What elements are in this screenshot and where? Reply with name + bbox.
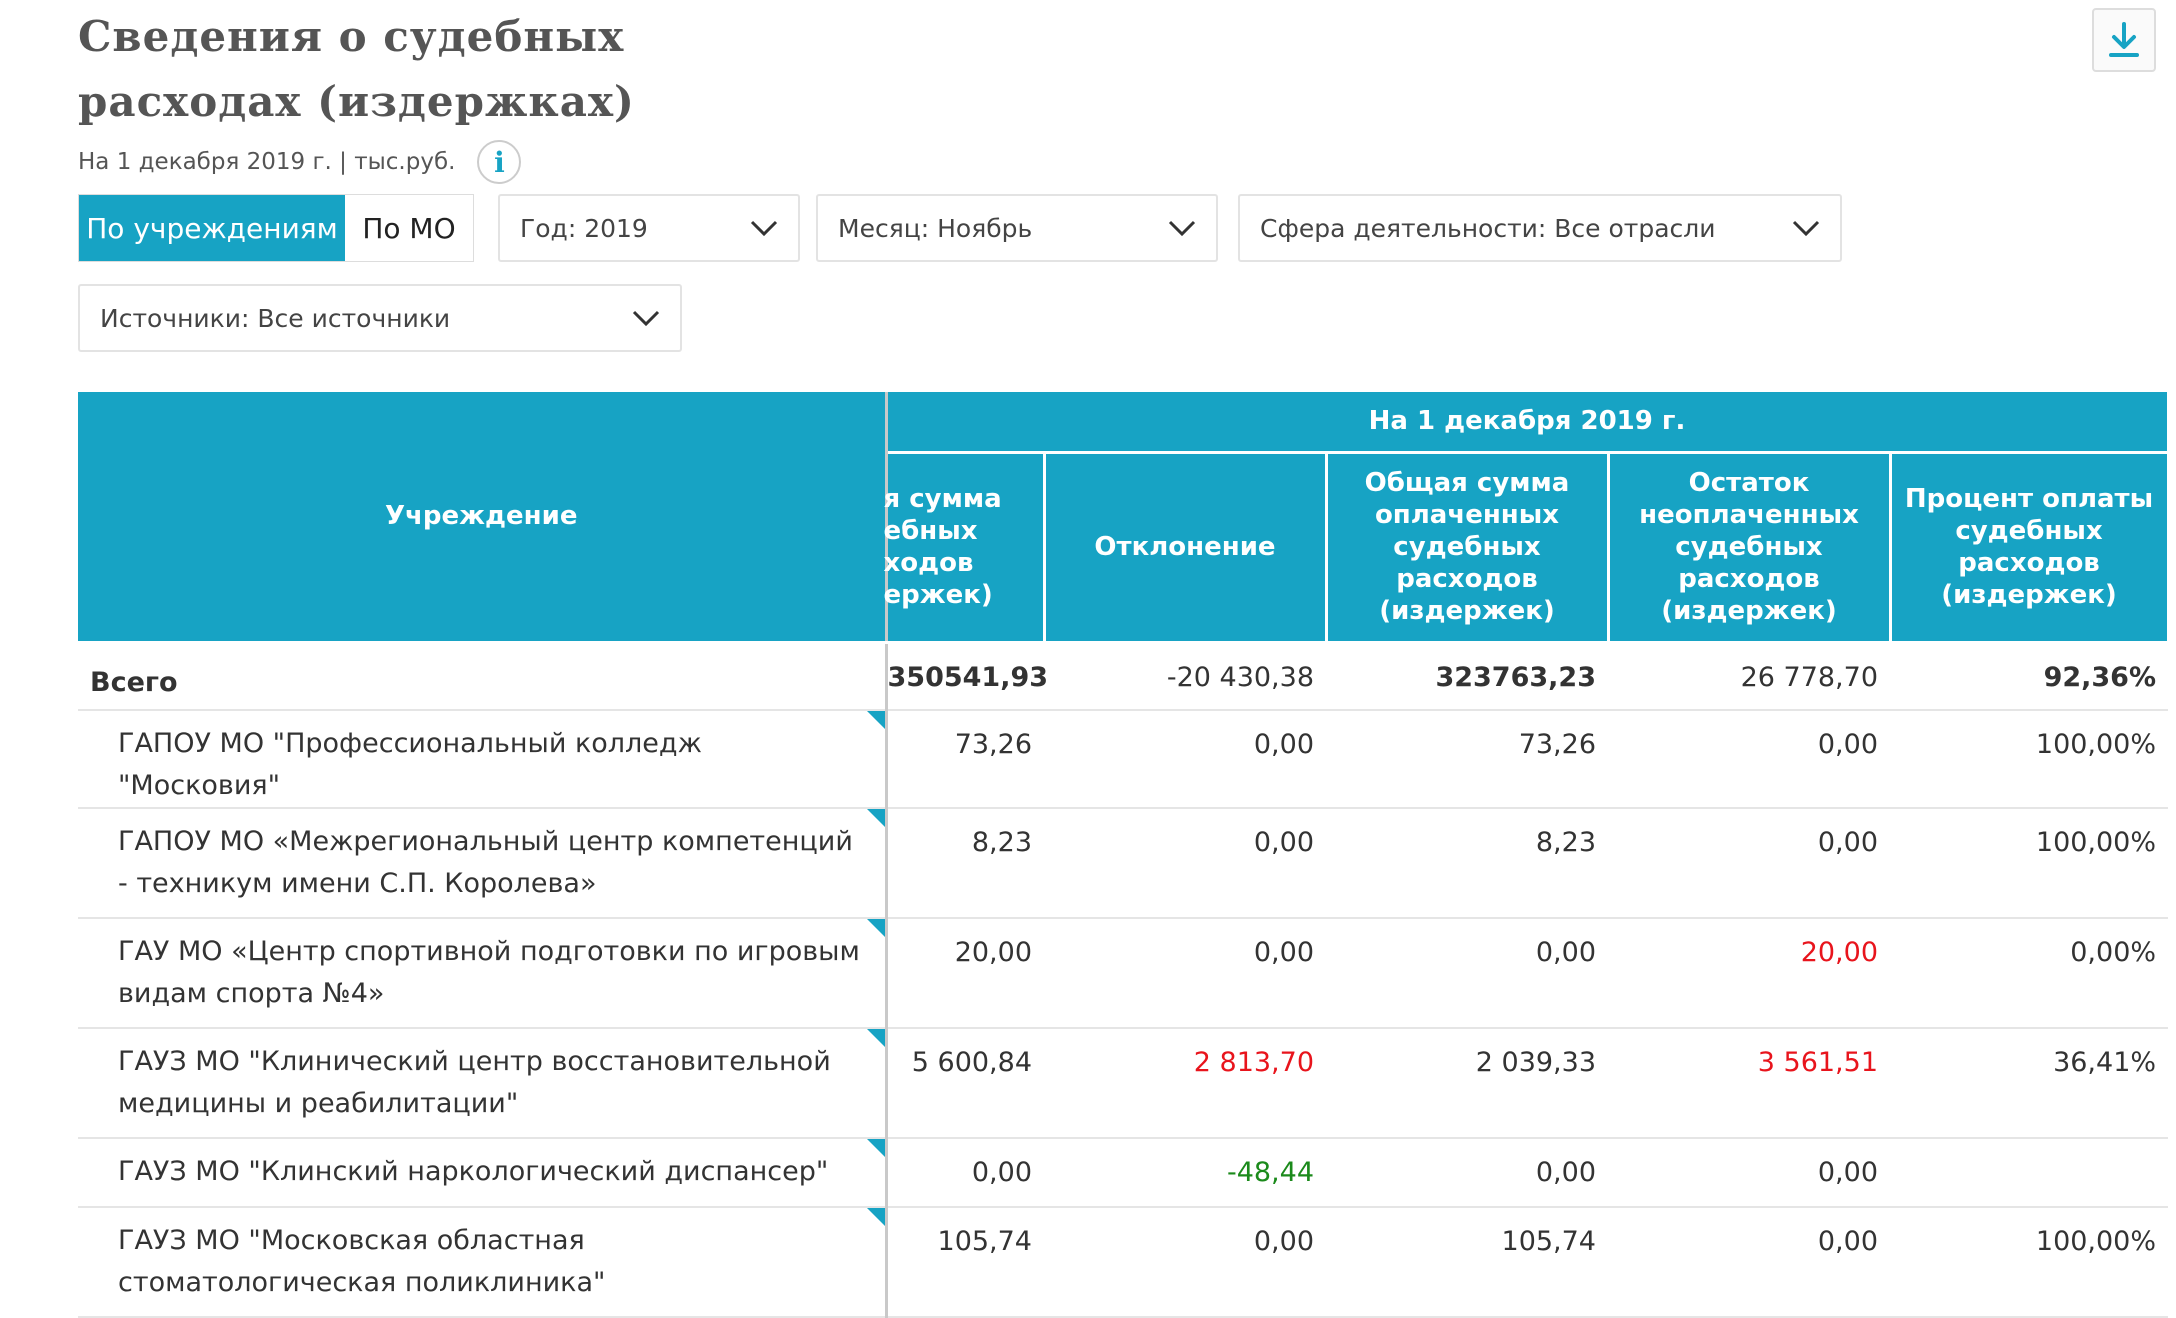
unpaid-costs-column-header[interactable]: Остаток неоплаченных судебных расходов (издержек) bbox=[1608, 452, 1890, 642]
comment-marker-icon[interactable] bbox=[867, 1208, 885, 1226]
sphere-dropdown[interactable] bbox=[1238, 194, 1842, 262]
comment-marker-icon[interactable] bbox=[867, 919, 885, 937]
total-row bbox=[78, 642, 2168, 710]
download-button[interactable] bbox=[2092, 8, 2156, 72]
deviation-cell: 0,00 bbox=[1044, 1207, 1326, 1317]
court-costs-table bbox=[78, 392, 2168, 1298]
total-paid-cell: 323763,23 bbox=[1326, 642, 1608, 710]
toggle-by-mo-button[interactable]: По МО bbox=[345, 195, 473, 261]
info-icon[interactable]: i bbox=[477, 140, 521, 184]
sphere-dropdown-label: Сфера деятельности: Все отрасли bbox=[1260, 213, 1716, 243]
unpaid-cell: 20,00 bbox=[1608, 918, 1890, 1028]
month-dropdown[interactable] bbox=[816, 194, 1218, 262]
institution-cell bbox=[78, 710, 886, 808]
paid-cell: 0,00 bbox=[1326, 918, 1608, 1028]
total-unpaid-cell: 26 778,70 bbox=[1608, 642, 1890, 710]
unpaid-cell: 3 561,51 bbox=[1608, 1028, 1890, 1138]
table-row[interactable] bbox=[78, 1138, 2168, 1207]
sum-cell: 105,74 bbox=[886, 1207, 1044, 1317]
institution-cell bbox=[78, 1207, 886, 1317]
deviation-cell: -48,44 bbox=[1044, 1138, 1326, 1207]
payment-percent-column-header[interactable]: Процент оплаты судебных расходов (издержек) bbox=[1890, 452, 2168, 642]
paid-costs-column-header[interactable]: Общая сумма оплаченных судебных расходов (издержек) bbox=[1326, 452, 1608, 642]
report-date-units: На 1 декабря 2019 г. | тыс.руб. bbox=[78, 149, 456, 175]
chevron-down-icon bbox=[1168, 220, 1196, 236]
unpaid-cell: 0,00 bbox=[1608, 1138, 1890, 1207]
unpaid-cell: 0,00 bbox=[1608, 710, 1890, 808]
sources-dropdown[interactable] bbox=[78, 284, 682, 352]
deviation-cell: 0,00 bbox=[1044, 808, 1326, 918]
institution-column-header[interactable]: Учреждение bbox=[78, 392, 886, 642]
paid-cell: 73,26 bbox=[1326, 710, 1608, 808]
institution-name: ГАУЗ МО "Московская областная стоматологическая поликлиника" bbox=[118, 1225, 606, 1298]
view-toggle bbox=[78, 194, 474, 262]
chevron-down-icon bbox=[632, 310, 660, 326]
paid-cell: 8,23 bbox=[1326, 808, 1608, 918]
percent-cell: 0,00% bbox=[1890, 918, 2168, 1028]
deviation-column-header[interactable]: Отклонение bbox=[1044, 452, 1326, 642]
institution-name: ГАПОУ МО "Профессиональный колледж "Московия" bbox=[118, 728, 702, 801]
percent-cell bbox=[1890, 1138, 2168, 1207]
total-row-label: Всего bbox=[78, 642, 886, 710]
comment-marker-icon[interactable] bbox=[867, 809, 885, 827]
year-dropdown-label: Год: 2019 bbox=[520, 213, 648, 243]
paid-cell: 0,00 bbox=[1326, 1138, 1608, 1207]
sources-dropdown-label: Источники: Все источники bbox=[100, 303, 451, 333]
table-row[interactable] bbox=[78, 918, 2168, 1028]
date-column-group-header: На 1 декабря 2019 г. bbox=[886, 392, 2168, 452]
subtitle-row bbox=[78, 140, 521, 184]
percent-cell: 36,41% bbox=[1890, 1028, 2168, 1138]
comment-marker-icon[interactable] bbox=[867, 711, 885, 729]
total-sum-cell: 350541,93 bbox=[886, 642, 1044, 710]
deviation-cell: 0,00 bbox=[1044, 918, 1326, 1028]
sum-cell: 0,00 bbox=[886, 1138, 1044, 1207]
sum-cell: 5 600,84 bbox=[886, 1028, 1044, 1138]
unpaid-cell: 0,00 bbox=[1608, 1207, 1890, 1317]
deviation-cell: 0,00 bbox=[1044, 710, 1326, 808]
institution-name: ГАУ МО «Центр спортивной подготовки по игровым видам спорта №4» bbox=[118, 936, 860, 1009]
unpaid-cell: 0,00 bbox=[1608, 808, 1890, 918]
institution-name: ГАУЗ МО "Клинический центр восстановительной медицины и реабилитации" bbox=[118, 1046, 831, 1119]
table-row[interactable] bbox=[78, 1028, 2168, 1138]
institution-cell bbox=[78, 1028, 886, 1138]
deviation-cell: 2 813,70 bbox=[1044, 1028, 1326, 1138]
total-deviation-cell: -20 430,38 bbox=[1044, 642, 1326, 710]
toggle-by-institutions-button[interactable]: По учреждениям bbox=[79, 195, 345, 261]
institution-name: ГАУЗ МО "Клинский наркологический диспансер" bbox=[118, 1156, 829, 1187]
institution-cell bbox=[78, 918, 886, 1028]
table-row[interactable] bbox=[78, 1207, 2168, 1317]
chevron-down-icon bbox=[750, 220, 778, 236]
comment-marker-icon[interactable] bbox=[867, 1029, 885, 1047]
sum-cell: 8,23 bbox=[886, 808, 1044, 918]
sum-cell: 20,00 bbox=[886, 918, 1044, 1028]
month-dropdown-label: Месяц: Ноябрь bbox=[838, 213, 1033, 243]
total-costs-column-header[interactable] bbox=[883, 452, 1044, 642]
comment-marker-icon[interactable] bbox=[867, 1139, 885, 1157]
institution-cell bbox=[78, 1138, 886, 1207]
year-dropdown[interactable] bbox=[498, 194, 800, 262]
table-row[interactable] bbox=[78, 710, 2168, 808]
percent-cell: 100,00% bbox=[1890, 808, 2168, 918]
total-costs-header-text: я сумма ебных ходов ержек) bbox=[883, 484, 1002, 610]
percent-cell: 100,00% bbox=[1890, 1207, 2168, 1317]
total-percent-cell: 92,36% bbox=[1890, 642, 2168, 710]
download-icon bbox=[2107, 20, 2141, 60]
paid-cell: 2 039,33 bbox=[1326, 1028, 1608, 1138]
table-row[interactable] bbox=[78, 808, 2168, 918]
institution-name: ГАПОУ МО «Межрегиональный центр компетенций - техникум имени С.П. Королева» bbox=[118, 826, 853, 899]
sum-cell: 73,26 bbox=[886, 710, 1044, 808]
chevron-down-icon bbox=[1792, 220, 1820, 236]
institution-cell bbox=[78, 808, 886, 918]
page-title: Сведения о судебных расходах (издержках) bbox=[78, 12, 635, 126]
paid-cell: 105,74 bbox=[1326, 1207, 1608, 1317]
percent-cell: 100,00% bbox=[1890, 710, 2168, 808]
